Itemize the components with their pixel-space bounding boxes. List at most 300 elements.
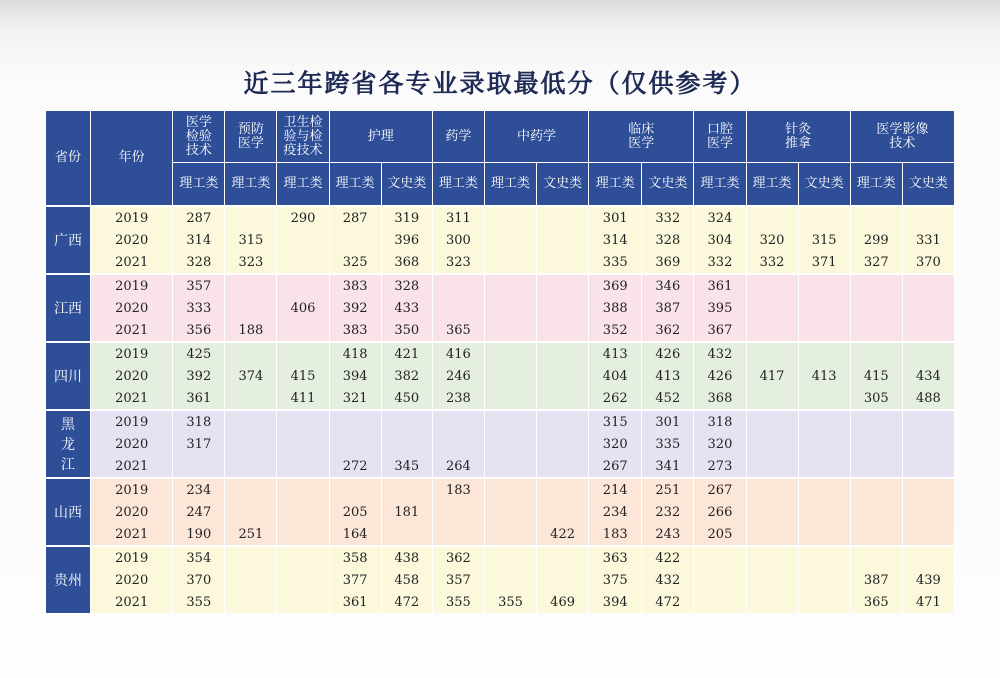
score-cell: [484, 206, 536, 229]
score-cell: [746, 546, 798, 569]
score-cell: 287: [329, 206, 381, 229]
score-cell: [798, 569, 850, 591]
table-row: [46, 501, 955, 523]
score-cell: [850, 455, 902, 478]
score-cell: [432, 501, 484, 523]
table-row: [46, 274, 955, 297]
table-row: [46, 523, 955, 546]
score-cell: [746, 501, 798, 523]
table-row: [46, 297, 955, 319]
score-cell: 438: [381, 546, 432, 569]
header-major: 临床 医学: [589, 111, 694, 163]
score-cell: 190: [173, 523, 225, 546]
score-cell: 394: [329, 365, 381, 387]
score-cell: [537, 433, 589, 455]
score-cell: [484, 319, 536, 342]
score-cell: [902, 433, 954, 455]
header-major: 针灸 推拿: [746, 111, 850, 163]
score-cell: 434: [902, 365, 954, 387]
header-major: 护理: [329, 111, 432, 163]
score-cell: [225, 546, 277, 569]
table-row: [46, 206, 955, 229]
score-cell: 392: [173, 365, 225, 387]
score-cell: 416: [432, 342, 484, 365]
table-row: [46, 342, 955, 365]
score-cell: [537, 478, 589, 501]
score-cell: 301: [589, 206, 642, 229]
table-row: [46, 478, 955, 501]
score-cell: [902, 501, 954, 523]
score-cell: [746, 591, 798, 613]
score-cell: 365: [432, 319, 484, 342]
score-cell: 365: [850, 591, 902, 613]
score-cell: [902, 297, 954, 319]
score-cell: 369: [642, 251, 694, 274]
score-cell: [225, 501, 277, 523]
score-cell: 290: [277, 206, 329, 229]
score-cell: 422: [642, 546, 694, 569]
score-cell: 205: [329, 501, 381, 523]
score-cell: [432, 410, 484, 433]
score-cell: [850, 546, 902, 569]
year-cell: 2021: [91, 455, 173, 478]
score-cell: [484, 297, 536, 319]
score-cell: 300: [432, 229, 484, 251]
score-cell: 315: [589, 410, 642, 433]
admission-score-table: [45, 110, 955, 614]
score-cell: [902, 546, 954, 569]
score-cell: 450: [381, 387, 432, 410]
score-cell: [902, 206, 954, 229]
score-cell: 382: [381, 365, 432, 387]
score-cell: 247: [173, 501, 225, 523]
score-cell: 361: [173, 387, 225, 410]
score-cell: [694, 569, 746, 591]
score-cell: [798, 433, 850, 455]
score-cell: 251: [225, 523, 277, 546]
score-cell: 362: [432, 546, 484, 569]
score-cell: 243: [642, 523, 694, 546]
score-cell: [484, 365, 536, 387]
score-cell: [277, 274, 329, 297]
header-subject-category: 文史类: [798, 163, 850, 207]
score-cell: 358: [329, 546, 381, 569]
score-cell: 315: [798, 229, 850, 251]
score-cell: 234: [173, 478, 225, 501]
table-row: [46, 229, 955, 251]
score-cell: [277, 251, 329, 274]
score-cell: 426: [642, 342, 694, 365]
score-cell: [537, 206, 589, 229]
score-cell: [537, 387, 589, 410]
score-cell: 246: [432, 365, 484, 387]
score-cell: 422: [537, 523, 589, 546]
score-cell: 314: [173, 229, 225, 251]
score-cell: 354: [173, 546, 225, 569]
score-cell: [746, 342, 798, 365]
score-cell: [277, 523, 329, 546]
year-cell: 2020: [91, 297, 173, 319]
score-cell: 425: [173, 342, 225, 365]
score-cell: 183: [589, 523, 642, 546]
table-row: [46, 365, 955, 387]
score-cell: [484, 274, 536, 297]
score-cell: 426: [694, 365, 746, 387]
score-cell: 232: [642, 501, 694, 523]
score-cell: 417: [746, 365, 798, 387]
table-row: [46, 455, 955, 478]
score-cell: 335: [589, 251, 642, 274]
province-cell: 贵州: [46, 546, 91, 613]
score-cell: 301: [642, 410, 694, 433]
score-cell: 319: [381, 206, 432, 229]
score-cell: [798, 274, 850, 297]
score-cell: 332: [694, 251, 746, 274]
score-cell: [484, 229, 536, 251]
year-cell: 2019: [91, 342, 173, 365]
score-cell: 488: [902, 387, 954, 410]
score-cell: 392: [329, 297, 381, 319]
score-cell: 214: [589, 478, 642, 501]
year-cell: 2021: [91, 251, 173, 274]
province-cell: 山西: [46, 478, 91, 546]
score-cell: 395: [694, 297, 746, 319]
score-cell: [798, 455, 850, 478]
score-cell: [537, 546, 589, 569]
header-subject-category: 文史类: [902, 163, 954, 207]
score-cell: [902, 319, 954, 342]
score-cell: 413: [589, 342, 642, 365]
score-cell: 421: [381, 342, 432, 365]
score-cell: 315: [225, 229, 277, 251]
score-cell: [432, 274, 484, 297]
header-subject-category: 理工类: [746, 163, 798, 207]
score-cell: [902, 410, 954, 433]
score-cell: 331: [902, 229, 954, 251]
score-cell: [850, 342, 902, 365]
header-subject-category: 理工类: [329, 163, 381, 207]
score-cell: 368: [381, 251, 432, 274]
score-cell: [277, 229, 329, 251]
score-cell: 251: [642, 478, 694, 501]
score-cell: [537, 455, 589, 478]
score-cell: 367: [694, 319, 746, 342]
score-cell: 333: [173, 297, 225, 319]
score-cell: [798, 319, 850, 342]
score-cell: 164: [329, 523, 381, 546]
score-cell: 357: [173, 274, 225, 297]
score-cell: 324: [694, 206, 746, 229]
score-cell: [798, 297, 850, 319]
score-cell: [537, 342, 589, 365]
header-major: 药学: [432, 111, 484, 163]
year-cell: 2020: [91, 433, 173, 455]
score-cell: [277, 591, 329, 613]
score-cell: [484, 569, 536, 591]
score-cell: 321: [329, 387, 381, 410]
score-cell: [225, 206, 277, 229]
score-cell: [277, 433, 329, 455]
score-cell: [225, 478, 277, 501]
score-cell: [381, 410, 432, 433]
score-cell: 262: [589, 387, 642, 410]
score-cell: 328: [381, 274, 432, 297]
header-subject-category: 理工类: [850, 163, 902, 207]
score-cell: [225, 591, 277, 613]
score-cell: 404: [589, 365, 642, 387]
score-cell: [537, 365, 589, 387]
score-cell: 361: [329, 591, 381, 613]
score-cell: 332: [746, 251, 798, 274]
score-cell: 370: [173, 569, 225, 591]
score-cell: [277, 478, 329, 501]
table-row: [46, 410, 955, 433]
header-subject-category: 理工类: [432, 163, 484, 207]
score-cell: 396: [381, 229, 432, 251]
score-cell: [225, 410, 277, 433]
score-cell: [484, 455, 536, 478]
score-cell: [798, 478, 850, 501]
score-cell: [225, 433, 277, 455]
score-cell: [277, 501, 329, 523]
score-cell: 341: [642, 455, 694, 478]
table-row: [46, 569, 955, 591]
score-cell: 311: [432, 206, 484, 229]
header-major: 预防 医学: [225, 111, 277, 163]
score-cell: 472: [642, 591, 694, 613]
score-cell: [329, 410, 381, 433]
province-cell: 黑 龙 江: [46, 410, 91, 478]
header-subject-category: 理工类: [173, 163, 225, 207]
score-cell: 355: [484, 591, 536, 613]
score-cell: [173, 455, 225, 478]
score-cell: [537, 319, 589, 342]
score-cell: 234: [589, 501, 642, 523]
score-cell: 469: [537, 591, 589, 613]
score-cell: 287: [173, 206, 225, 229]
year-cell: 2019: [91, 478, 173, 501]
score-cell: [902, 274, 954, 297]
score-cell: 320: [694, 433, 746, 455]
page-title: 近三年跨省各专业录取最低分（仅供参考）: [243, 69, 757, 98]
score-cell: 346: [642, 274, 694, 297]
score-cell: [798, 387, 850, 410]
score-cell: [850, 501, 902, 523]
score-cell: 413: [642, 365, 694, 387]
score-cell: 266: [694, 501, 746, 523]
header-major: 口腔 医学: [694, 111, 746, 163]
province-cell: 江西: [46, 274, 91, 342]
score-cell: [225, 297, 277, 319]
score-cell: [484, 342, 536, 365]
score-cell: [850, 274, 902, 297]
score-cell: 452: [642, 387, 694, 410]
score-cell: 363: [589, 546, 642, 569]
score-cell: [537, 569, 589, 591]
score-cell: 357: [432, 569, 484, 591]
year-cell: 2021: [91, 387, 173, 410]
score-cell: 323: [432, 251, 484, 274]
score-cell: [484, 546, 536, 569]
score-cell: 369: [589, 274, 642, 297]
score-cell: [746, 319, 798, 342]
score-cell: [746, 455, 798, 478]
score-cell: 374: [225, 365, 277, 387]
year-cell: 2021: [91, 319, 173, 342]
score-cell: [484, 478, 536, 501]
score-cell: [746, 274, 798, 297]
score-cell: 238: [432, 387, 484, 410]
score-cell: 325: [329, 251, 381, 274]
score-cell: [798, 206, 850, 229]
table-row: [46, 319, 955, 342]
score-cell: 433: [381, 297, 432, 319]
score-cell: 273: [694, 455, 746, 478]
score-cell: [225, 569, 277, 591]
score-cell: [746, 478, 798, 501]
score-cell: [277, 455, 329, 478]
score-cell: [484, 523, 536, 546]
header-subject-category: 文史类: [537, 163, 589, 207]
header-major: 医学影像 技术: [850, 111, 954, 163]
score-cell: [537, 501, 589, 523]
score-cell: [277, 569, 329, 591]
score-cell: [850, 478, 902, 501]
header-subject-category: 理工类: [277, 163, 329, 207]
score-cell: [277, 546, 329, 569]
score-cell: 370: [902, 251, 954, 274]
score-cell: [902, 342, 954, 365]
score-cell: [225, 342, 277, 365]
score-cell: [277, 342, 329, 365]
header-subject-category: 文史类: [381, 163, 432, 207]
score-cell: 352: [589, 319, 642, 342]
score-cell: [850, 206, 902, 229]
score-cell: [850, 297, 902, 319]
score-cell: 472: [381, 591, 432, 613]
header-subject-category: 理工类: [225, 163, 277, 207]
score-cell: [746, 523, 798, 546]
score-cell: 335: [642, 433, 694, 455]
score-cell: [798, 546, 850, 569]
score-cell: 267: [694, 478, 746, 501]
year-cell: 2020: [91, 569, 173, 591]
table-row: [46, 251, 955, 274]
score-cell: [329, 478, 381, 501]
score-cell: 471: [902, 591, 954, 613]
score-cell: [225, 274, 277, 297]
score-cell: [381, 433, 432, 455]
score-cell: 432: [642, 569, 694, 591]
score-cell: 368: [694, 387, 746, 410]
year-cell: 2019: [91, 410, 173, 433]
score-cell: 318: [694, 410, 746, 433]
score-cell: 411: [277, 387, 329, 410]
score-cell: [537, 410, 589, 433]
score-cell: [537, 274, 589, 297]
score-cell: [798, 342, 850, 365]
header-major: 卫生检 验与检 疫技术: [277, 111, 329, 163]
score-cell: [537, 251, 589, 274]
table-row: [46, 387, 955, 410]
header-subject-category: 文史类: [642, 163, 694, 207]
header-major: 中药学: [484, 111, 588, 163]
score-cell: 406: [277, 297, 329, 319]
score-cell: 383: [329, 319, 381, 342]
score-cell: [902, 478, 954, 501]
year-cell: 2020: [91, 501, 173, 523]
header-subject-category: 理工类: [694, 163, 746, 207]
score-cell: [902, 523, 954, 546]
score-cell: [694, 546, 746, 569]
score-cell: 375: [589, 569, 642, 591]
score-cell: 377: [329, 569, 381, 591]
score-cell: [746, 387, 798, 410]
score-cell: 387: [850, 569, 902, 591]
score-cell: [329, 433, 381, 455]
score-cell: 272: [329, 455, 381, 478]
header-subject-category: 理工类: [484, 163, 536, 207]
year-cell: 2021: [91, 523, 173, 546]
score-cell: 304: [694, 229, 746, 251]
header-province: 省份: [46, 111, 91, 207]
score-cell: 415: [850, 365, 902, 387]
table-row: [46, 546, 955, 569]
score-cell: [798, 410, 850, 433]
score-cell: [694, 591, 746, 613]
score-cell: [902, 455, 954, 478]
score-cell: [484, 501, 536, 523]
score-cell: 314: [589, 229, 642, 251]
score-cell: [746, 206, 798, 229]
score-cell: 323: [225, 251, 277, 274]
score-cell: [850, 433, 902, 455]
score-cell: 356: [173, 319, 225, 342]
score-cell: [225, 455, 277, 478]
score-cell: [850, 319, 902, 342]
score-cell: 332: [642, 206, 694, 229]
score-cell: 371: [798, 251, 850, 274]
score-cell: 383: [329, 274, 381, 297]
year-cell: 2020: [91, 365, 173, 387]
score-cell: 394: [589, 591, 642, 613]
score-cell: 362: [642, 319, 694, 342]
score-cell: 355: [173, 591, 225, 613]
score-cell: [225, 387, 277, 410]
score-cell: 388: [589, 297, 642, 319]
score-cell: [432, 433, 484, 455]
score-cell: 320: [746, 229, 798, 251]
score-cell: 318: [173, 410, 225, 433]
score-cell: 305: [850, 387, 902, 410]
year-cell: 2019: [91, 546, 173, 569]
score-cell: 439: [902, 569, 954, 591]
score-cell: 264: [432, 455, 484, 478]
score-cell: [798, 501, 850, 523]
score-cell: [484, 410, 536, 433]
score-cell: 317: [173, 433, 225, 455]
score-cell: [277, 319, 329, 342]
score-cell: 345: [381, 455, 432, 478]
score-cell: 181: [381, 501, 432, 523]
score-cell: 299: [850, 229, 902, 251]
header-subject-category: 理工类: [589, 163, 642, 207]
table-row: [46, 433, 955, 455]
score-cell: [746, 433, 798, 455]
score-cell: [277, 410, 329, 433]
score-cell: 458: [381, 569, 432, 591]
score-cell: 350: [381, 319, 432, 342]
